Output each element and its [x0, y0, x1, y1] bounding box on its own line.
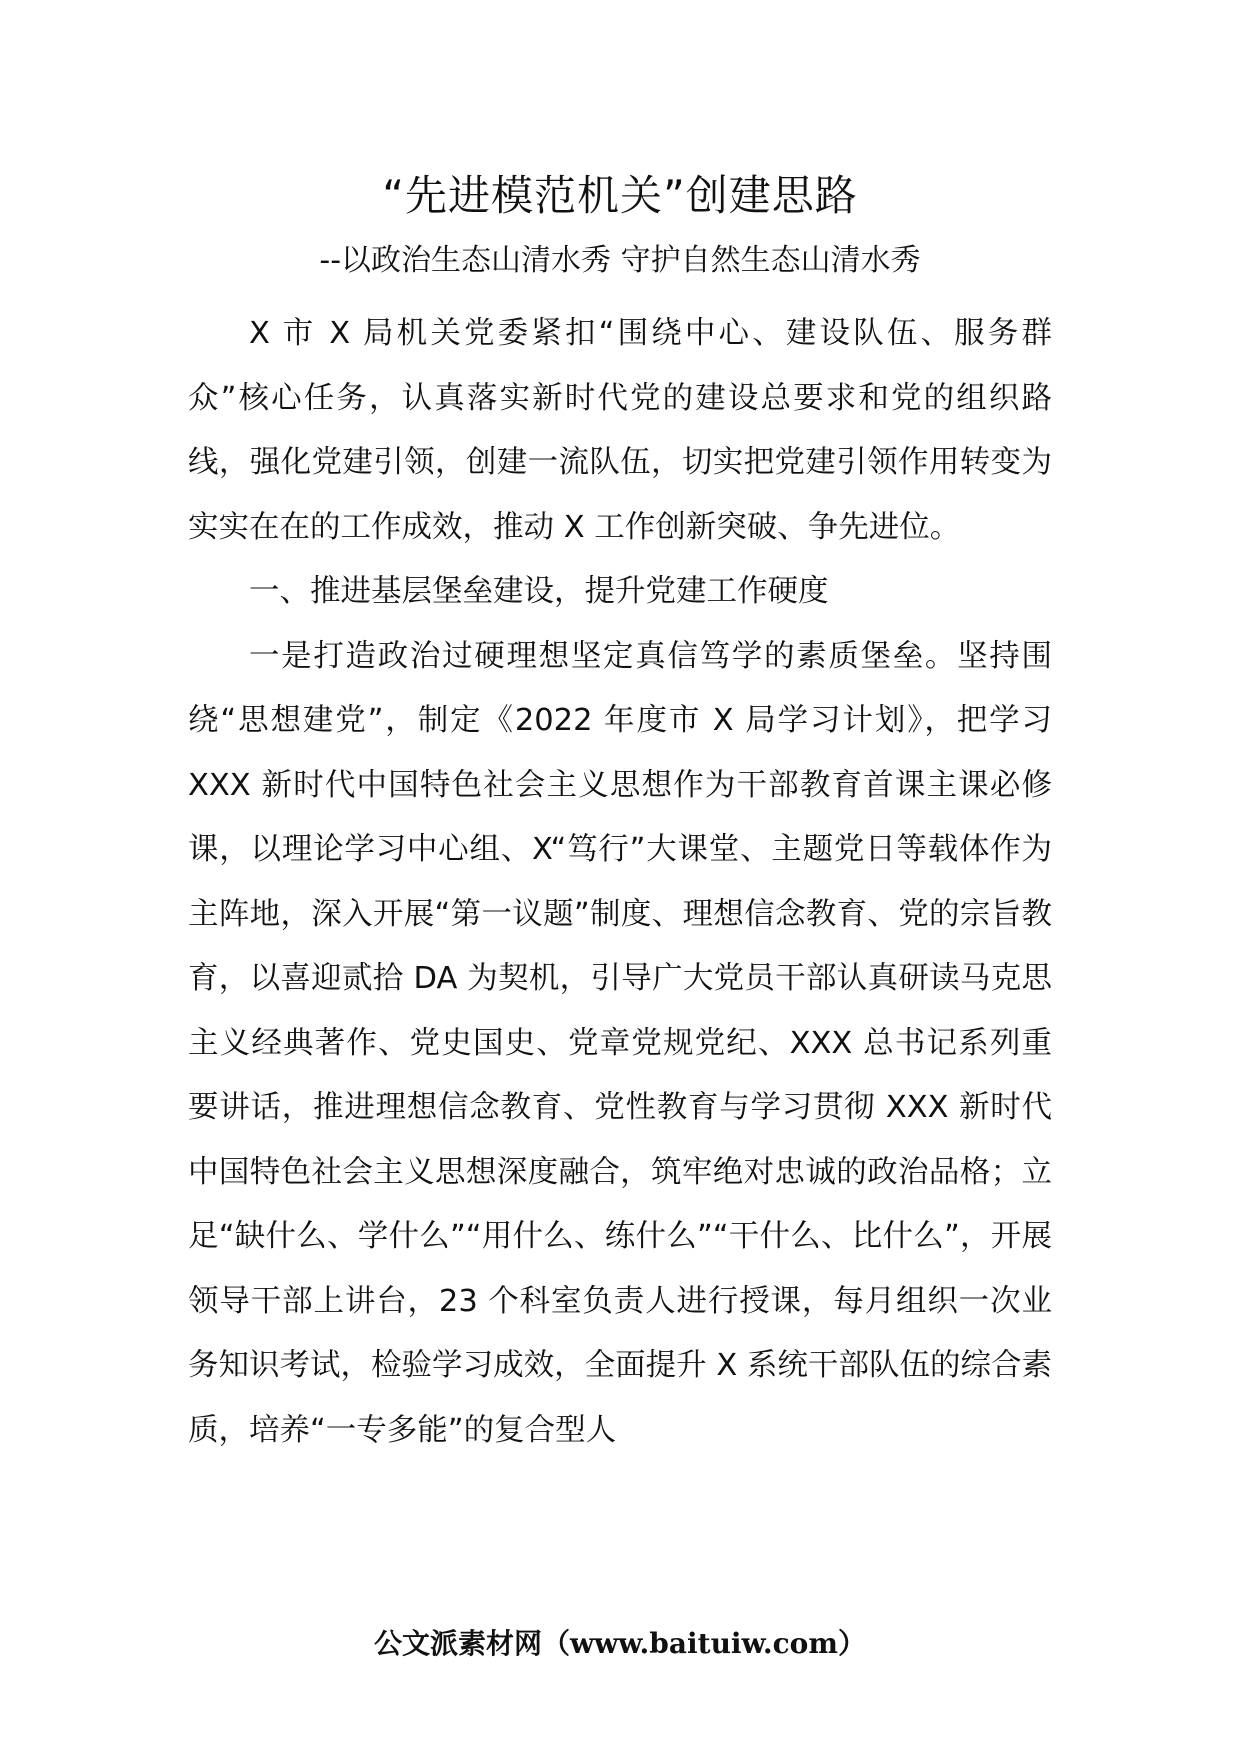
intro-paragraph: X 市 X 局机关党委紧扣“围绕中心、建设队伍、服务群众”核心任务，认真落实新时代党的建设总要求和党的组织路线，强化党建引领，创建一流队伍，切实把党建引领作用转变为实实在在的工作成效，推动 X 工作创新突破、争先进位。 — [188, 316, 1052, 545]
footer-source: 公文派素材网（www.baituiw.com） — [374, 1627, 866, 1660]
section-heading: 一、推进基层堡垒建设，提升党建工作硬度 — [249, 574, 829, 609]
document-subtitle: --以政治生态山清水秀 守护自然生态山清水秀 — [319, 243, 921, 278]
body-paragraph: 一是打造政治过硬理想坚定真信笃学的素质堡垒。坚持围绕“思想建党”，制定《2022 年度市 X 局学习计划》，把学习 XXX 新时代中国特色社会主义思想作为干部教育首课主课必修课，以理论学习中心组、X“笃行”大课堂、主题党日等载体作为主阵地，深入开展“第一议题”制度、理想信念教育、党的宗旨教育，以喜迎贰拾 DA 为契机，引导广大党员干部认真研读马克思主义经典著作、党史国史、党章党规党纪、XXX 总书记系列重要讲话，推进理想信念教育、党性教育与学习贯彻 XXX 新时代中国特色社会主义思想深度融合，筑牢绝对忠诚的政治品格；立足“缺什么、学什么”“用什么、练什么”“干什么、比什么”，开展领导干部上讲台，23 个科室负责人进行授课，每月组织一次业务知识考试，检验学习成效，全面提升 X 系统干部队伍的综合素质，培养“一专多能”的复合型人 — [188, 638, 1052, 1448]
document-body — [188, 302, 1052, 1463]
document-title: “先进模范机关”创建思路 — [382, 171, 858, 220]
